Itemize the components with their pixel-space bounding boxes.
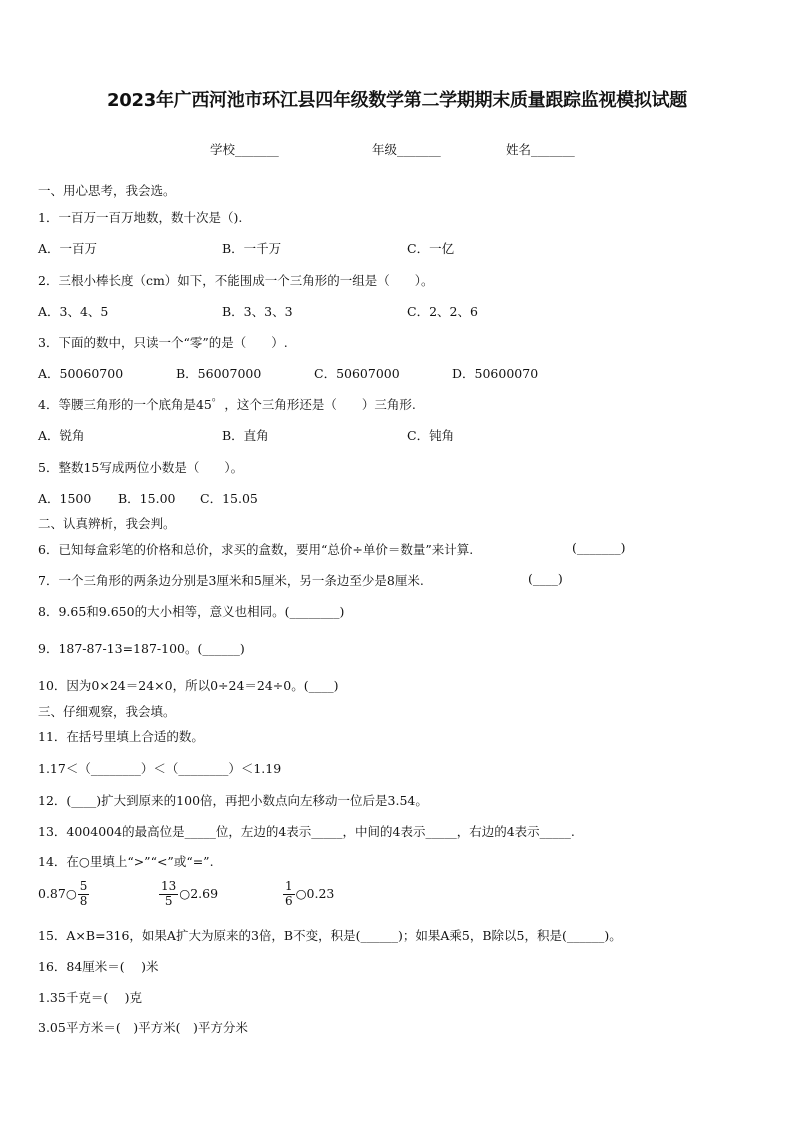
- q4-option-c: C．钝角: [407, 428, 455, 443]
- q1-option-a: A．一百万: [38, 241, 98, 256]
- fraction-1-6: $\frac{1}{6}$: [285, 879, 293, 908]
- q3-option-c: C．50607000: [314, 366, 400, 381]
- question-11: 11．在括号里填上合适的数。: [38, 729, 204, 744]
- question-1: 1．一百万一百万地数，数十次是（).: [38, 210, 243, 225]
- question-8: 8．9.65和9.650的大小相等，意义也相同。(________): [38, 604, 345, 619]
- fraction-13-5: $\frac{13}{5}$: [161, 879, 177, 908]
- grade-field: 年级_______: [372, 142, 441, 157]
- fraction-5-8: $\frac{5}{8}$: [79, 879, 88, 908]
- section-heading-1: 一、用心思考，我会选。: [38, 183, 176, 198]
- question-15: 15．A×B=316，如果A扩大为原来的3倍，B不变，积是(______)；如果A乘5，B除以5，积是(______)。: [38, 928, 622, 943]
- q4-option-a: A．锐角: [38, 428, 85, 443]
- comparison-3: $\frac{1}{6}$ ○0.23: [285, 879, 335, 908]
- question-12: 12．(____)扩大到原来的100倍，再把小数点向左移动一位后是3.54。: [38, 793, 428, 808]
- comparison-1: 0.87○ $\frac{5}{8}$: [38, 879, 88, 908]
- q5-option-c: C．15.05: [200, 491, 258, 506]
- school-field: 学校_______: [210, 142, 279, 157]
- q3-option-b: B．56007000: [176, 366, 262, 381]
- question-16-line-3: 3.05平方米＝( )平方米( )平方分米: [38, 1020, 248, 1035]
- q5-option-a: A．1500: [38, 491, 92, 506]
- q3-option-a: A．50060700: [38, 366, 124, 381]
- question-10: 10．因为0×24＝24×0，所以0÷24＝24÷0。(____): [38, 678, 339, 693]
- q3-option-d: D．50600070: [452, 366, 539, 381]
- question-11-inequality: 1.17＜（________）＜（________）＜1.19: [38, 761, 282, 776]
- exam-title: 2023年广西河池市环江县四年级数学第二学期期末质量跟踪监视模拟试题: [107, 90, 687, 111]
- q2-option-a: A．3、4、5: [38, 304, 109, 319]
- question-3: 3．下面的数中，只读一个“零”的是（ ）.: [38, 335, 288, 350]
- question-14: 14．在○里填上“>”“<”或“=”.: [38, 854, 214, 869]
- q4-option-b: B．直角: [222, 428, 269, 443]
- question-9: 9．187-87-13=187-100。(______): [38, 641, 245, 656]
- section-heading-2: 二、认真辨析，我会判。: [38, 516, 176, 531]
- q6-answer-blank[interactable]: (_______): [572, 540, 626, 555]
- question-13: 13．4004004的最高位是_____位，左边的4表示_____，中间的4表示_____，右边的4表示_____.: [38, 824, 575, 839]
- question-4: 4．等腰三角形的一个底角是45゜，这个三角形还是（ ）三角形.: [38, 397, 416, 412]
- question-7: 7．一个三角形的两条边分别是3厘米和5厘米，另一条边至少是8厘米.: [38, 573, 424, 588]
- q2-option-b: B．3、3、3: [222, 304, 293, 319]
- q5-option-b: B．15.00: [118, 491, 176, 506]
- section-heading-3: 三、仔细观察，我会填。: [38, 704, 176, 719]
- q1-option-c: C．一亿: [407, 241, 455, 256]
- question-6: 6．已知每盒彩笔的价格和总价，求买的盒数，要用“总价÷单价＝数量”来计算.: [38, 542, 474, 557]
- q1-option-b: B．一千万: [222, 241, 282, 256]
- question-2: 2．三根小棒长度（cm）如下，不能围成一个三角形的一组是（ ）。: [38, 273, 434, 288]
- q2-option-c: C．2、2、6: [407, 304, 478, 319]
- comparison-2: $\frac{13}{5}$ ○2.69: [161, 879, 219, 908]
- question-5: 5．整数15写成两位小数是（ ）。: [38, 460, 244, 475]
- name-field: 姓名_______: [506, 142, 575, 157]
- q7-answer-blank[interactable]: (____): [528, 571, 563, 586]
- question-16-line-2: 1.35千克＝( )克: [38, 990, 143, 1005]
- question-16: 16．84厘米＝( )米: [38, 959, 159, 974]
